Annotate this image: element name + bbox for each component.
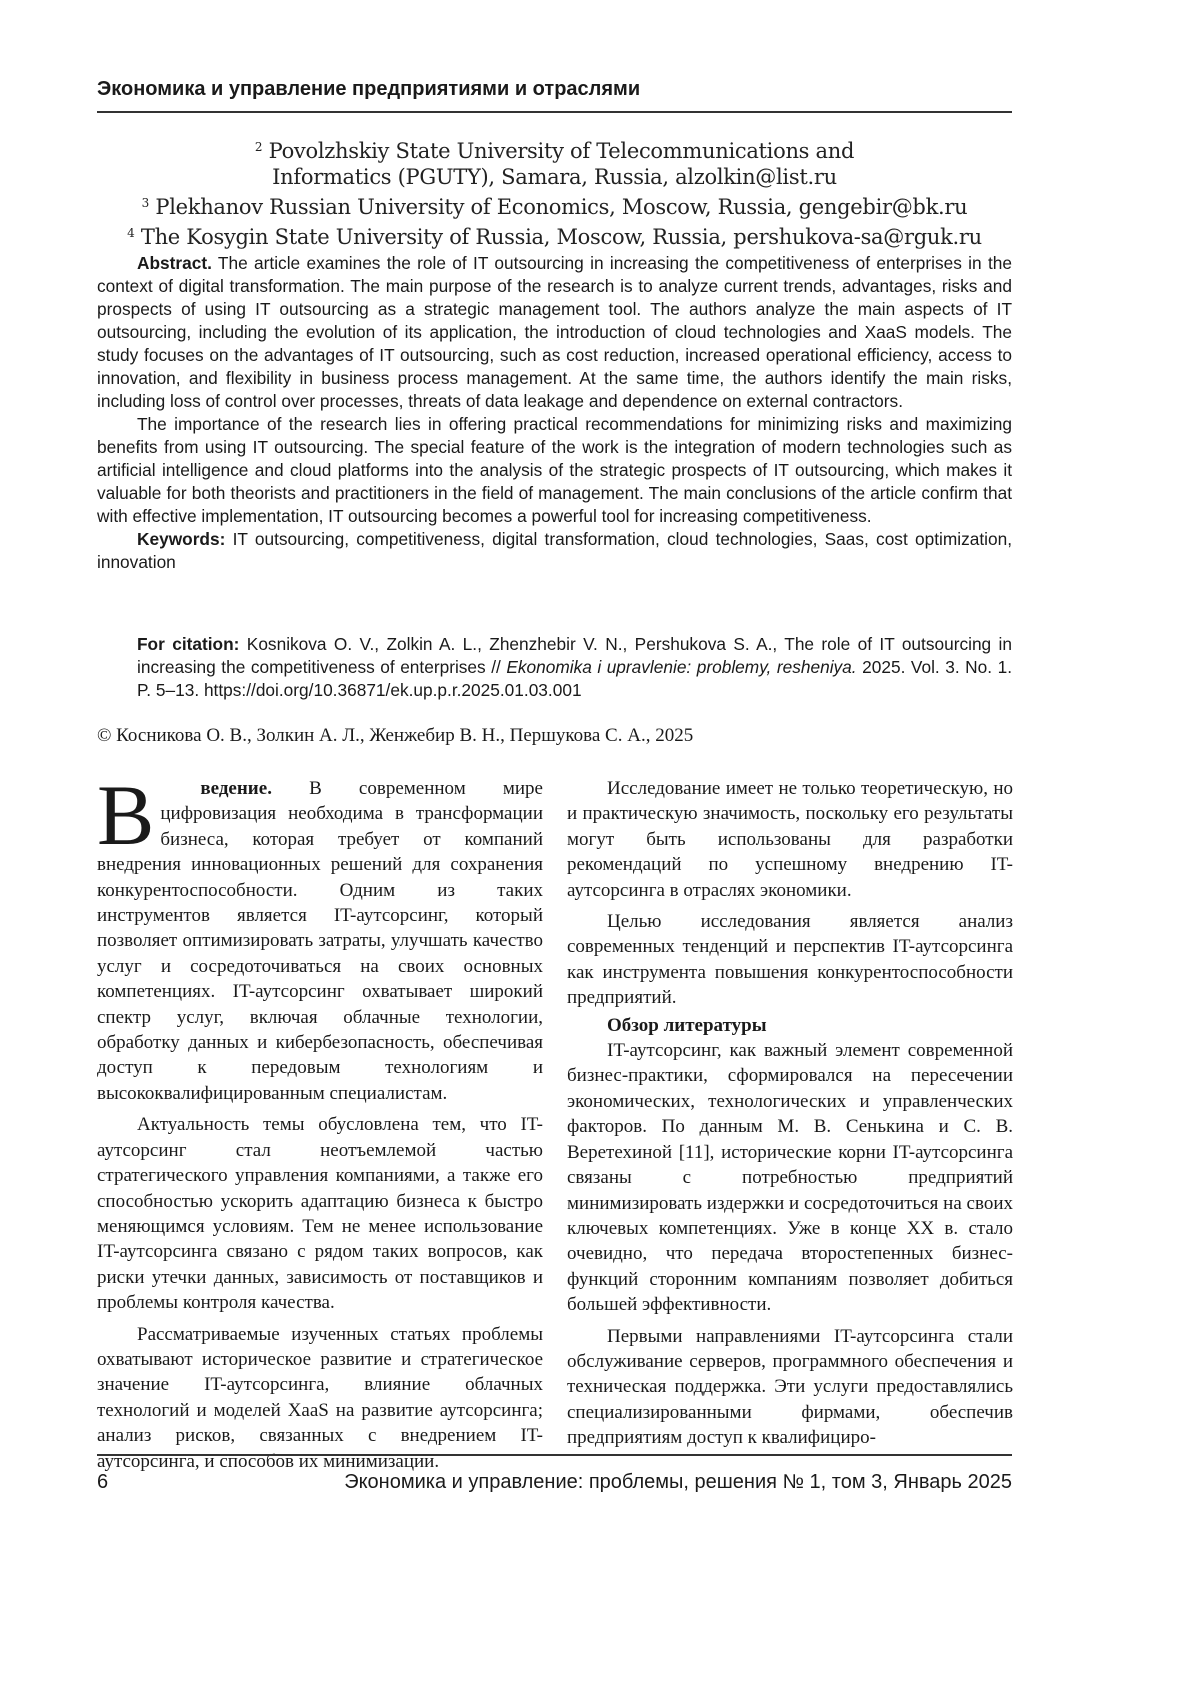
affiliations [97, 134, 1012, 250]
body-paragraph: IT-аутсорсинг, как важный элемент современной бизнес-практики, сформировался на пересечении экономических, технологических и управленческих факторов. По данным М. В. Сенькина и С. В. Веретехиной [11], исторические корни IT-аутсорсинга связаны с потребностью предприятий минимизировать издержки и сосредоточиться на своих ключевых компетенциях. Уже в конце XX в. стало очевидно, что передача второстепенных бизнес-функций сторонним компаниям позволяет добиться большей эффективности. [567, 1038, 1013, 1317]
drop-cap: В [57, 782, 154, 848]
header-rule [97, 111, 1012, 113]
citation-journal: Ekonomika i upravlenie: problemy, resheniya. [506, 657, 856, 677]
keywords-text: IT outsourcing, competitiveness, digital transformation, cloud technologies, Saas, cost optimization, innovation [97, 529, 1012, 572]
affiliation-3 [97, 190, 1012, 220]
intro-paragraph [97, 776, 543, 1106]
intro-lead: ведение. [200, 778, 272, 799]
abstract-text: The article examines the role of IT outsourcing in increasing the competitiveness of enterprises in the context of digital transformation. The main purpose of the research is to analyze current trends, advantages, risks and prospects of using IT outsourcing as a strategic management tool. The authors analyze the main aspects of IT outsourcing, including the evolution of its application, the introduction of cloud technologies and XaaS models. The study focuses on the advantages of IT outsourcing, such as cost reduction, increased operational efficiency, access to innovation, and flexibility in business process management. At the same time, the authors identify the main risks, including loss of control over processes, threats of data leakage and dependence on external contractors. [97, 253, 1012, 411]
running-header: Экономика и управление предприятиями и отраслями [97, 78, 640, 101]
abstract-paragraph: The importance of the research lies in offering practical recommendations for minimizing risks and maximizing benefits from using IT outsourcing. The special feature of the work is the integration of modern technologies such as artificial intelligence and cloud platforms into the analysis of the strategic prospects of IT outsourcing, which makes it valuable for both theorists and practitioners in the field of management. The main conclusions of the article confirm that with effective implementation, IT outsourcing becomes a powerful tool for increasing competitiveness. [97, 413, 1012, 528]
page-number: 6 [97, 1471, 108, 1494]
keywords-label: Keywords: [137, 529, 225, 549]
footer [97, 1471, 1012, 1494]
right-column [567, 776, 1013, 1451]
body-paragraph: Первыми направлениями IT-аутсорсинга стали обслуживание серверов, программного обеспечения и техническая поддержка. Эти услуги предоставлялись специализированными фирмами, обеспечив предприятиям доступ к квалифициро- [567, 1324, 1013, 1451]
intro-text: В современном мире цифровизация необходима в трансформации бизнеса, которая требует от компаний внедрения инновационных решений для сохранения конкурентоспособности. Одним из таких инструментов является IT-аутсорсинг, который позволяет оптимизировать затраты, улучшать качество услуг и сосредоточиваться на своих основных компетенциях. IT-аутсорсинг охватывает широкий спектр услуг, включая облачные технологии, обработку данных и кибербезопасность, обеспечивая доступ к передовым технологиям и высококвалифицированным специалистам. [97, 778, 543, 1104]
footer-journal: Экономика и управление: проблемы, решения № 1, том 3, Январь 2025 [344, 1471, 1012, 1494]
section-heading: Обзор литературы [567, 1013, 1013, 1038]
affiliation-4 [97, 220, 1012, 250]
footer-rule [97, 1454, 1012, 1456]
body-paragraph: Рассматриваемые изученных статьях проблемы охватывают историческое развитие и стратегическое значение IT-аутсорсинга, влияние облачных технологий и моделей XaaS на развитие аутсорсинга; анализ рисков, связанных с внедрением IT-аутсорсинга, и способов их минимизации. [97, 1322, 543, 1474]
affiliation-number: 2 [255, 140, 262, 154]
abstract-label: Abstract. [137, 253, 212, 273]
copyright: © Косникова О. В., Золкин А. Л., Женжебир В. Н., Першукова С. А., 2025 [97, 725, 693, 747]
affiliation-2 [97, 134, 1012, 164]
body-paragraph: Исследование имеет не только теоретическую, но и практическую значимость, поскольку его результаты могут быть использованы для разработки рекомендаций по успешному внедрению IT-аутсорсинга в отраслях экономики. [567, 776, 1013, 903]
body-paragraph: Целью исследования является анализ современных тенденций и перспектив IT-аутсорсинга как инструмента повышения конкурентоспособности предприятий. [567, 909, 1013, 1011]
left-column [97, 776, 543, 1474]
affiliation-number: 4 [127, 226, 134, 240]
citation [137, 633, 1012, 702]
citation-text: Kosnikova O. V., Zolkin A. L., Zhenzhebir V. N., Pershukova S. A., The role of IT outsourcing in increasing the competitiveness of enterprises // [137, 634, 1012, 677]
affiliation-text: Plekhanov Russian University of Economics, Moscow, Russia, gengebir@bk.ru [155, 195, 967, 219]
citation-doi: 2025. Vol. 3. No. 1. P. 5–13. https://doi.org/10.36871/ek.up.p.r.2025.01.03.001 [137, 657, 1012, 700]
affiliation-2-cont: Informatics (PGUTY), Samara, Russia, alzolkin@list.ru [97, 164, 1012, 190]
affiliation-number: 3 [142, 196, 149, 210]
abstract-paragraph [97, 252, 1012, 413]
abstract [97, 252, 1012, 574]
keywords [97, 528, 1012, 574]
citation-label: For citation: [137, 634, 239, 654]
affiliation-text: Povolzhskiy State University of Telecommunications and [269, 139, 855, 163]
affiliation-text: The Kosygin State University of Russia, Moscow, Russia, pershukova-sa@rguk.ru [141, 225, 982, 249]
body-paragraph: Актуальность темы обусловлена тем, что IT-аутсорсинг стал неотъемлемой частью стратегического управления компаниями, а также его способностью ускорить адаптацию бизнеса к быстро меняющимся условиям. Тем не менее использование IT-аутсорсинга связано с рядом таких вопросов, как риски утечки данных, зависимость от поставщиков и проблемы контроля качества. [97, 1112, 543, 1315]
